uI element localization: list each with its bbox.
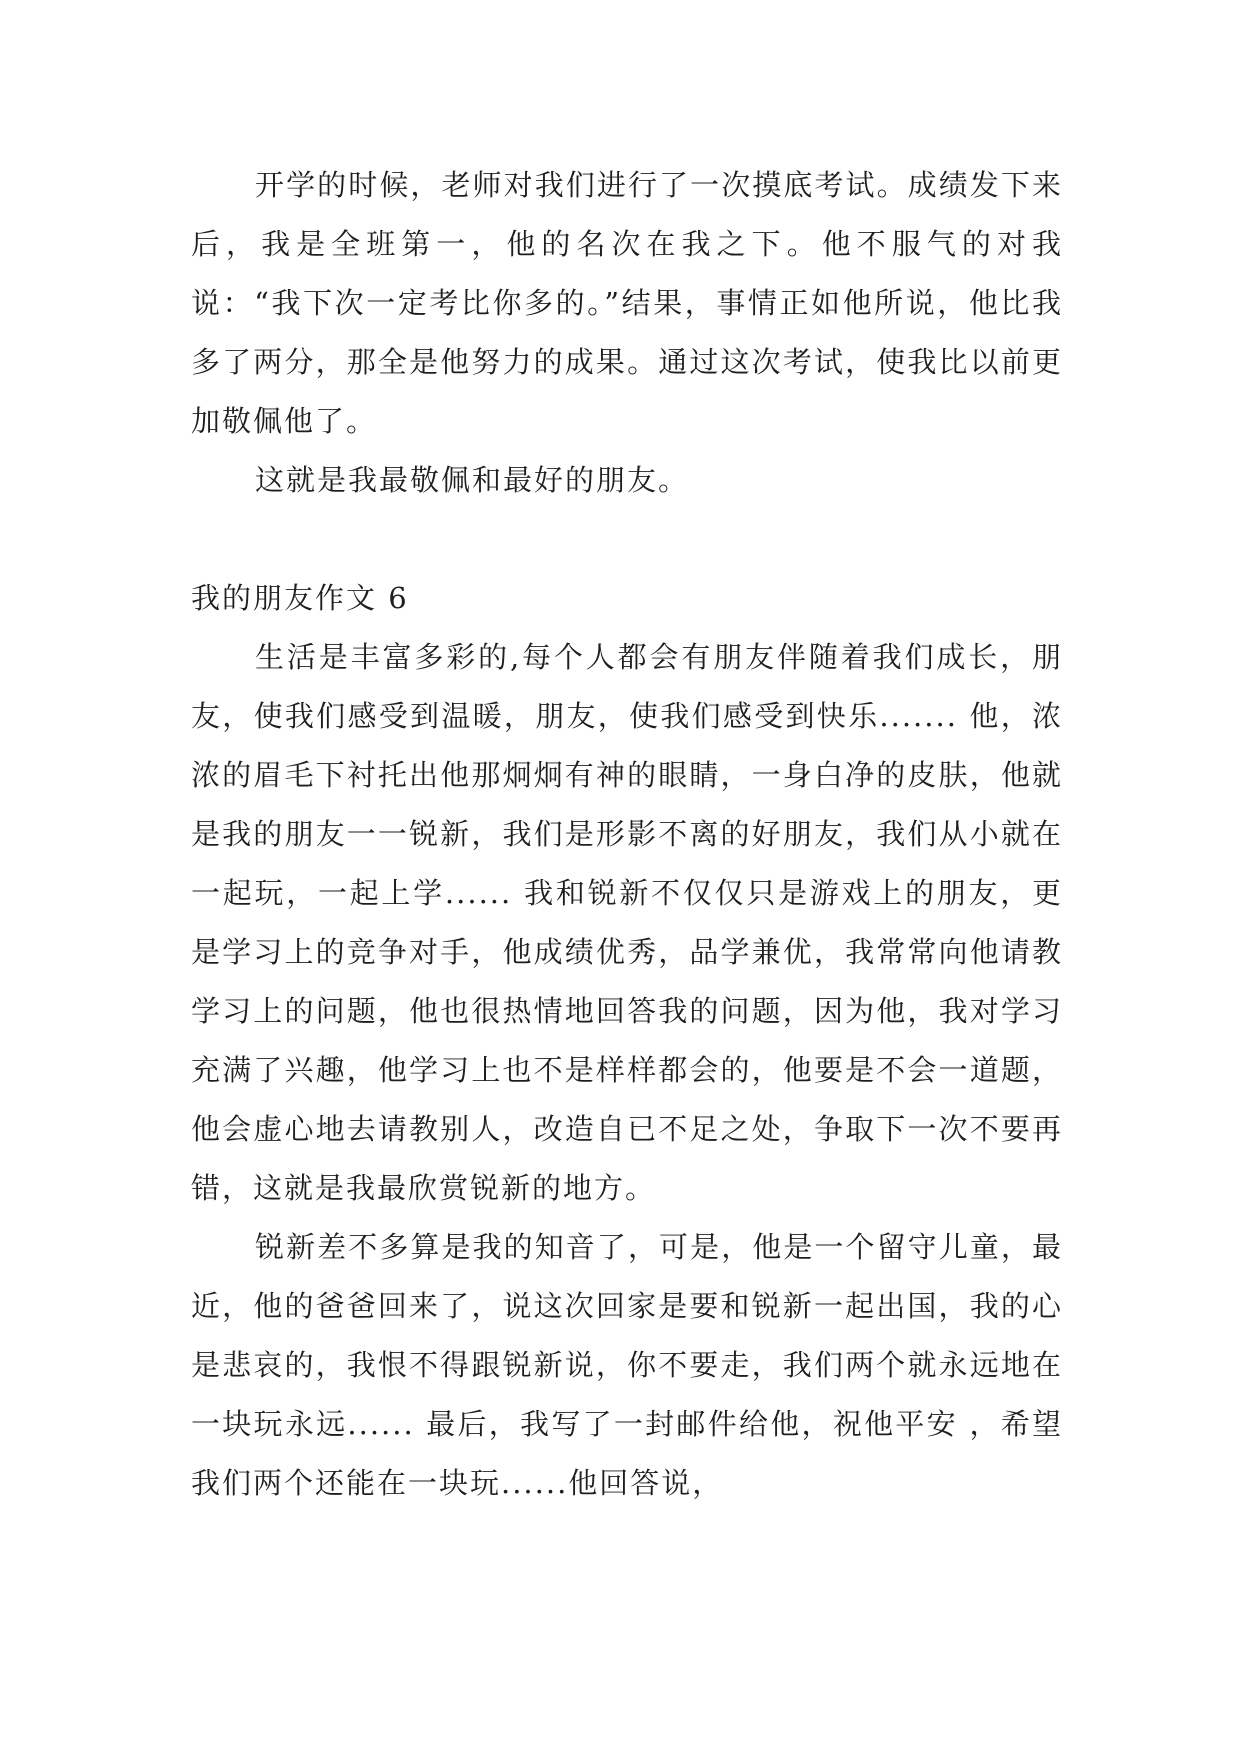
paragraph-ruixin-intro: 生活是丰富多彩的,每个人都会有朋友伴随着我们成长，朋友，使我们感受到温暖，朋友，使我们感受到快乐....... 他，浓浓的眉毛下衬托出他那炯炯有神的眼睛，一身白净的皮肤，他就是我的朋友一一锐新，我们是形影不离的好朋友，我们从小就在一起玩，一起上学...... 我和锐新不仅仅只是游戏上的朋友，更是学习上的竞争对手，他成绩优秀，品学兼优，我常常向他请教学习上的问题，他也很热情地回答我的问题，因为他，我对学习充满了兴趣，他学习上也不是样样都会的，他要是不会一道题，他会虚心地去请教别人，改造自已不足之处，争取下一次不要再错，这就是我最欣赏锐新的地方。 <box>191 640 1063 1205</box>
paragraph-exam: 开学的时候，老师对我们进行了一次摸底考试。成绩发下来后，我是全班第一，他的名次在我之下。他不服气的对我说：“我下次一定考比你多的。”结果，事情正如他所说，他比我多了两分，那全是他努力的成果。通过这次考试，使我比以前更加敬佩他了。 <box>191 168 1063 438</box>
paragraph-best-friend: 这就是我最敬佩和最好的朋友。 <box>255 463 690 497</box>
paragraph-ruixin-leaving: 锐新差不多算是我的知音了，可是，他是一个留守儿童，最近，他的爸爸回来了，说这次回家是要和锐新一起出国，我的心是悲哀的，我恨不得跟锐新说，你不要走，我们两个就永远地在一块玩永远...... 最后，我写了一封邮件给他，祝他平安 ，希望我们两个还能在一块玩......他回答说， <box>191 1230 1063 1500</box>
section-spacer <box>191 510 1063 569</box>
section-title: 我的朋友作文 6 <box>191 581 409 615</box>
document-page <box>191 156 1063 1513</box>
